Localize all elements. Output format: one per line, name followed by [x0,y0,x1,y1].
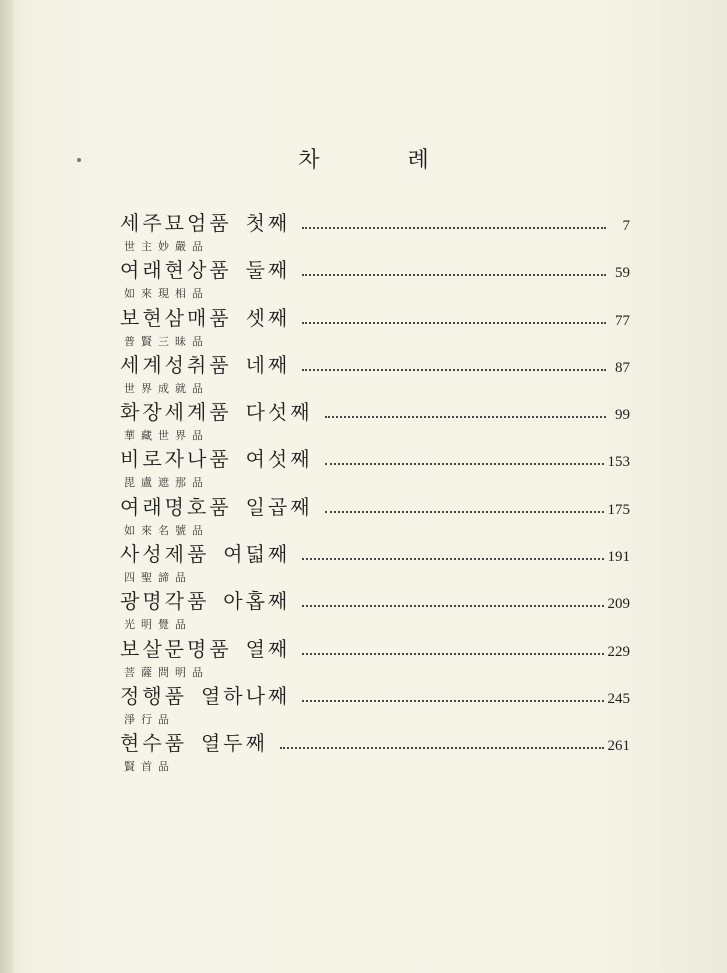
chapter-hanja: 普賢三昧品 [124,334,209,348]
toc-entry-line [120,728,630,756]
chapter-ordinal: 다섯째 [245,400,313,425]
dot-leader [302,605,603,607]
chapter-title: 보살문명품 [120,636,232,661]
toc-entry[interactable] [120,634,630,681]
toc-entry[interactable] [120,397,630,444]
chapter-hanja: 賢首品 [124,760,175,774]
page-number: 229 [607,643,630,660]
chapter-hanja: 華藏世界品 [124,429,209,443]
title-char-1: 차 [298,148,320,173]
dot-leader [302,274,606,276]
dot-leader [302,653,603,655]
page-number: 191 [607,549,630,566]
page-number: 261 [607,738,630,755]
toc-entry-line [120,397,630,425]
toc-entry[interactable] [120,444,630,491]
toc-entry-line [120,208,630,236]
toc-entry-line [120,492,630,520]
page-number: 59 [615,265,630,282]
chapter-hanja: 世主妙嚴品 [124,240,209,253]
dot-leader [325,416,606,418]
page-title [0,143,727,174]
dot-leader [325,511,604,513]
title-char-2: 례 [407,148,429,173]
dot-leader [302,558,603,560]
chapter-ordinal: 셋째 [245,305,291,330]
chapter-title: 비로자나품 [120,447,232,472]
page-number: 175 [607,501,630,518]
chapter-title: 여래명호품 [120,494,232,519]
page-number: 7 [622,218,630,234]
toc-entry-line [120,539,630,567]
toc-entry-line [120,681,630,709]
chapter-title: 광명각품 [120,589,210,614]
chapter-title: 사성제품 [120,542,210,567]
page-number: 245 [607,690,630,707]
chapter-title: 정행품 [120,683,187,708]
chapter-ordinal: 네째 [245,352,291,377]
toc-entry-line [120,634,630,662]
toc-entry-line [120,303,630,331]
toc-entry[interactable] [120,586,630,633]
chapter-title: 화장세계품 [120,400,232,425]
page-number: 153 [607,454,630,471]
dot-leader [302,227,606,229]
toc-entry[interactable] [120,681,630,728]
toc-entry-line [120,350,630,378]
chapter-title: 세주묘엄품 [120,211,232,235]
dot-leader [325,463,604,465]
chapter-hanja: 如來現相品 [124,287,209,301]
page-number: 99 [615,407,630,424]
chapter-hanja: 菩薩問明品 [124,665,209,679]
chapter-ordinal: 열두째 [200,731,268,756]
toc-entry-line [120,586,630,614]
chapter-hanja: 四聖諦品 [124,571,192,585]
dot-leader [280,747,604,749]
chapter-ordinal: 열째 [245,636,291,661]
toc-entry[interactable] [120,350,630,397]
chapter-hanja: 世界成就品 [124,381,209,395]
dot-leader [302,700,603,702]
chapter-ordinal: 아홉째 [223,589,291,614]
chapter-ordinal: 여덟째 [223,542,291,567]
toc-entry-line [120,255,630,283]
chapter-title: 세계성취품 [120,352,232,377]
page-number: 77 [615,312,630,329]
chapter-title: 현수품 [120,731,187,756]
dot-leader [302,322,606,324]
toc-entry-line [120,444,630,472]
page-number: 209 [607,596,630,613]
chapter-ordinal: 일곱째 [245,494,313,519]
toc-entry[interactable] [120,539,630,586]
chapter-hanja: 光明覺品 [124,618,192,632]
toc-entry[interactable] [120,303,630,350]
chapter-ordinal: 둘째 [245,258,291,283]
chapter-hanja: 淨行品 [124,712,175,726]
table-of-contents [120,208,630,776]
toc-entry[interactable] [120,255,630,302]
toc-entry[interactable] [120,728,630,775]
dot-leader [302,369,606,371]
chapter-ordinal: 여섯째 [245,447,313,472]
chapter-title: 보현삼매품 [120,305,232,330]
chapter-title: 여래현상품 [120,258,232,283]
chapter-ordinal: 열하나째 [200,683,291,708]
toc-entry[interactable] [120,208,630,255]
page-number: 87 [615,359,630,376]
chapter-hanja: 如來名號品 [124,523,209,537]
chapter-hanja: 毘盧遮那品 [124,476,209,490]
toc-entry[interactable] [120,492,630,539]
chapter-ordinal: 첫째 [245,211,291,235]
